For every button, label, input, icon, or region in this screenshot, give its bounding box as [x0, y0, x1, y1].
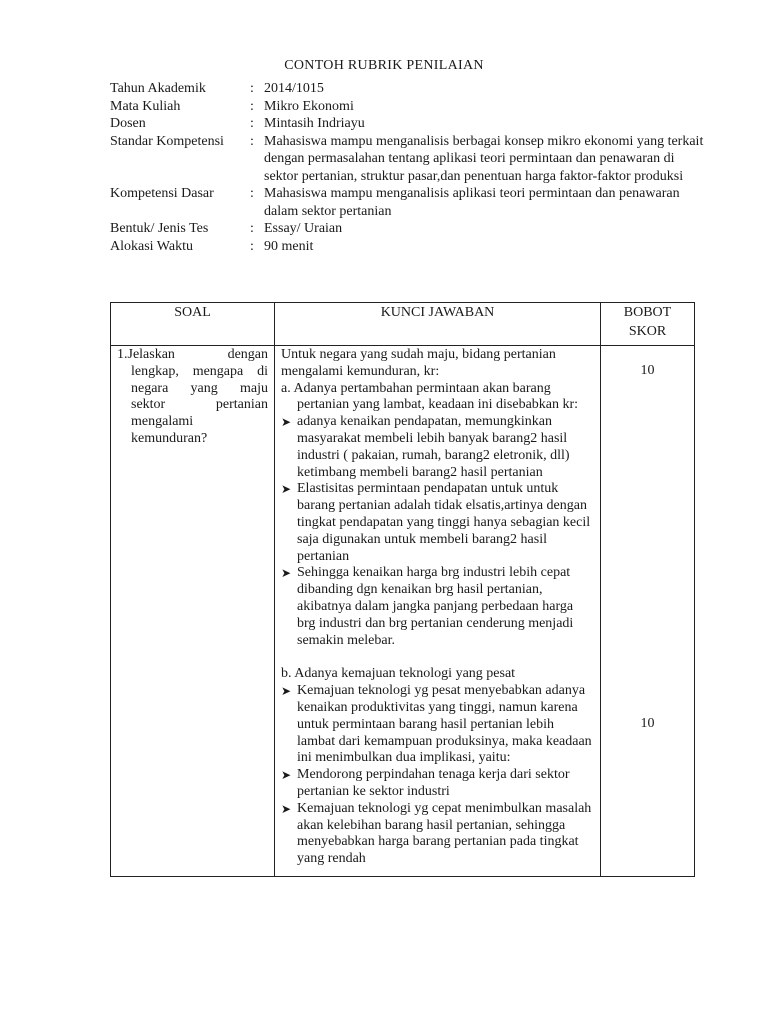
meta-label: Mata Kuliah: [110, 98, 181, 114]
meta-row-basic-competency: [110, 185, 710, 220]
answer-intro: Untuk negara yang sudah maju, bidang pertanian mengalami kemunduran, kr:: [281, 347, 556, 379]
table-header-row: [111, 303, 695, 346]
meta-label: Kompetensi Dasar: [110, 186, 214, 201]
meta-separator: :: [250, 238, 254, 254]
list-item: [281, 481, 594, 565]
meta-row-time-allocation: [110, 238, 710, 256]
meta-separator: :: [250, 186, 254, 201]
bullet-text: Kemajuan teknologi yg cepat menimbulkan masalah akan kelebihan barang hasil pertanian, sehingga menyebabkan harga barang pertanian pada tingkat yang rendah: [297, 800, 592, 867]
meta-label: Standar Kompetensi: [110, 133, 224, 149]
meta-row-course: [110, 98, 710, 116]
meta-separator: :: [250, 221, 254, 236]
meta-value: 90 menit: [264, 238, 314, 254]
meta-row-test-type: [110, 220, 710, 238]
score-point-b: 10: [640, 716, 655, 731]
bullet-text: Sehingga kenaikan harga brg industri lebih cepat dibanding dgn kenaikan brg hasil pertanian, akibatnya dalam jangka panjang perbedaan harga brg industri dan brg pertanian cenderung menjadi semakin melebar.: [297, 565, 574, 648]
answer-point-a: a. Adanya pertambahan permintaan akan barang pertanian yang lambat, keadaan ini disebabkan kr:: [281, 380, 579, 413]
meta-separator: :: [250, 116, 254, 131]
header-bobot-skor: BOBOT SKOR: [601, 303, 695, 346]
arrow-bullet-icon: ➤: [281, 801, 292, 816]
meta-value: Mahasiswa mampu menganalisis berbagai konsep mikro ekonomi yang terkait dengan permasalahan tentang aplikasi teori permintaan dan penawaran di sektor pertanian, struktur pasar,dan penentuan harga faktor-faktor produksi: [264, 133, 704, 184]
answer-point-b: b. Adanya kemajuan teknologi yang pesat: [281, 666, 516, 682]
question-cell: [111, 346, 275, 877]
meta-value: Mintasih Indriayu: [264, 116, 365, 131]
meta-row-lecturer: [110, 115, 710, 133]
meta-label: Tahun Akademik: [110, 81, 206, 96]
score-cell: [601, 346, 695, 877]
document-title: CONTOH RUBRIK PENILAIAN: [284, 58, 484, 73]
list-item: [281, 565, 594, 649]
header-soal: SOAL: [111, 303, 275, 346]
answer-key-cell: [275, 346, 601, 877]
arrow-bullet-icon: ➤: [281, 684, 292, 699]
score-point-a: 10: [640, 363, 655, 378]
meta-label: Bentuk/ Jenis Tes: [110, 221, 209, 236]
arrow-bullet-icon: ➤: [281, 768, 292, 783]
list-item: [281, 767, 594, 801]
bullet-text: Kemajuan teknologi yg pesat menyebabkan adanya kenaikan produktivitas yang tinggi, namun karena untuk permintaan barang hasil pertanian lebih lambat dari kemampuan produksinya, maka keadaan ini menimbulkan dua implikasi, yaitu:: [297, 683, 592, 766]
meta-row-standard-competency: [110, 133, 710, 186]
header-kunci-jawaban: KUNCI JAWABAN: [275, 303, 601, 346]
list-item: [281, 414, 594, 481]
meta-separator: :: [250, 133, 254, 149]
list-item: [281, 683, 594, 767]
meta-value: Mikro Ekonomi: [264, 98, 354, 114]
arrow-bullet-icon: ➤: [281, 415, 292, 430]
bullet-text: Mendorong perpindahan tenaga kerja dari sektor pertanian ke sektor industri: [297, 767, 570, 799]
meta-value: Essay/ Uraian: [264, 221, 343, 236]
course-info: [110, 80, 710, 255]
meta-label: Dosen: [110, 116, 146, 131]
meta-label: Alokasi Waktu: [110, 238, 193, 254]
arrow-bullet-icon: ➤: [281, 482, 292, 497]
meta-row-academic-year: [110, 80, 710, 98]
bullet-text: Elastisitas permintaan pendapatan untuk untuk barang pertanian adalah tidak elsatis,artinya dengan tingkat pendapatan yang tinggi hanya sebagian kecil saja digunakan untuk membeli barang2 hasil pertanian: [297, 481, 591, 564]
meta-separator: :: [250, 81, 254, 96]
rubric-table: [110, 302, 695, 877]
meta-value: 2014/1015: [264, 81, 324, 96]
bullet-text: adanya kenaikan pendapatan, memungkinkan masyarakat membeli lebih banyak barang2 hasil industri ( pakaian, rumah, barang2 eletronik, dll) ketimbang membeli barang2 hasil pertanian: [297, 414, 570, 480]
meta-separator: :: [250, 98, 254, 114]
meta-value: Mahasiswa mampu menganalisis aplikasi teori permintaan dan penawaran dalam sektor pertanian: [264, 186, 680, 219]
paragraph-gap: [281, 649, 594, 666]
question-text: 1.Jelaskan dengan lengkap, mengapa di negara yang maju sektor pertanian mengalami kemunduran?: [117, 347, 268, 446]
list-item: [281, 801, 594, 868]
table-row: [111, 346, 695, 877]
arrow-bullet-icon: ➤: [281, 566, 292, 581]
